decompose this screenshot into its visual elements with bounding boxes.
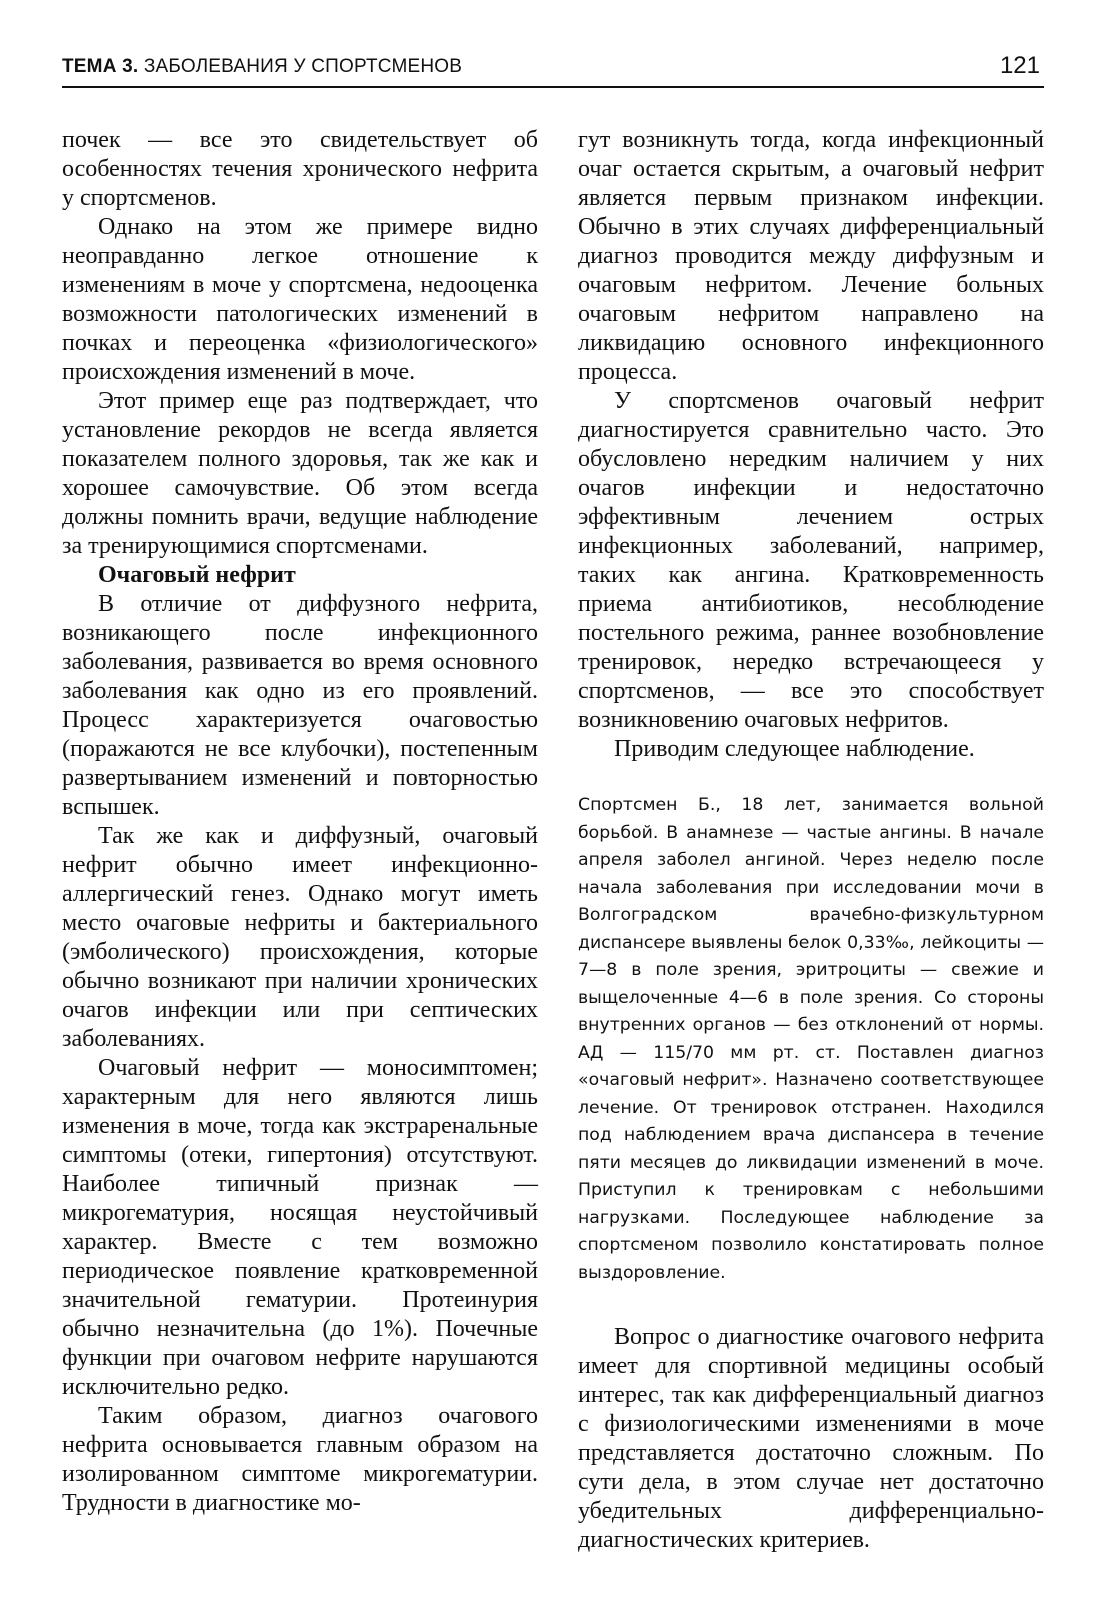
right-column [578, 126, 1044, 1555]
paragraph: У спортсменов очаговый нефрит диагностируется сравнительно часто. Это обусловлено нередким наличием у них очагов инфекции и недостаточно эффективным лечением острых инфекционных заболеваний, например, таких как ангина. Кратковременность приема антибиотиков, несоблюдение постельного режима, раннее возобновление тренировок, нередко встречающееся у спортсменов, — все это способствует возникновению очаговых нефритов. [578, 388, 1044, 733]
paragraph: Очаговый нефрит — моносимптомен; характерным для него являются лишь изменения в моче, тогда как экстраренальные симптомы (отеки, гипертония) отсутствуют. Наиболее типичный признак — микрогематурия, носящая неустойчивый характер. Вместе с тем возможно периодическое появление кратковременной значительной гематурии. Протеинурия обычно незначительна (до 1%). Почечные функции при очаговом нефрите нарушаются исключительно редко. [62, 1055, 538, 1400]
paragraph: Однако на этом же примере видно неоправданно легкое отношение к изменениям в моче у спортсмена, недооценка возможности патологических изменений в почках и переоценка «физиологического» происхождения изменений в моче. [62, 214, 538, 385]
paragraph: Вопрос о диагностике очагового нефрита имеет для спортивной медицины особый интерес, так как дифференциальный диагноз с физиологическими изменениями в моче представляется достаточно сложным. По сути дела, в этом случае нет достаточно убедительных дифференциально-диагностических критериев. [578, 1324, 1044, 1553]
paragraph: В отличие от диффузного нефрита, возникающего после инфекционного заболевания, развивается во время основного заболевания как одно из его проявлений. Процесс характеризуется очаговостью (поражаются не все клубочки), постепенным развертыванием изменений и повторностью вспышек. [62, 591, 538, 820]
paragraph: Так же как и диффузный, очаговый нефрит обычно имеет инфекционно-аллергический генез. Однако могут иметь место очаговые нефриты и бактериального (эмболического) происхождения, которые обычно возникают при наличии хронических очагов инфекции или при септических заболеваниях. [62, 823, 538, 1052]
paragraph: Таким образом, диагноз очагового нефрита основывается главным образом на изолированном симптоме микрогематурии. Трудности в диагностике мо- [62, 1403, 538, 1516]
page-number: 121 [999, 52, 1040, 79]
paragraph: почек — все это свидетельствует об особенностях течения хронического нефрита у спортсменов. [62, 127, 538, 211]
paragraph: Приводим следующее наблюдение. [614, 736, 975, 762]
paragraph: гут возникнуть тогда, когда инфекционный очаг остается скрытым, а очаговый нефрит является первым признаком инфекции. Обычно в этих случаях дифференциальный диагноз проводится между диффузным и очаговым нефритом. Лечение больных очаговым нефритом направлено на ликвидацию основного инфекционного процесса. [578, 127, 1044, 385]
left-column [62, 126, 538, 1518]
section-heading: Очаговый нефрит [98, 562, 296, 588]
chapter-number: ТЕМА 3. [62, 56, 139, 77]
paragraph: Этот пример еще раз подтверждает, что установление рекордов не всегда является показателем полного здоровья, так же как и хорошее самочувствие. Об этом всегда должны помнить врачи, ведущие наблюдение за тренирующимися спортсменами. [62, 388, 538, 559]
running-header [62, 52, 1044, 88]
case-report: Спортсмен Б., 18 лет, занимается вольной борьбой. В анамнезе — частые ангины. В начале апреля заболел ангиной. Через неделю после начала заболевания при исследовании мочи в Волгоградском врачебно-физкультурном диспансере выявлены белок 0,33‰, лейкоциты — 7—8 в поле зрения, эритроциты — свежие и выщелоченные 4—6 в поле зрения. Со стороны внутренних органов — без отклонений от нормы. АД — 115/70 мм рт. ст. Поставлен диагноз «очаговый нефрит». Назначено соответствующее лечение. От тренировок отстранен. Находился под наблюдением врача диспансера в течение пяти месяцев до ликвидации изменений в моче. Приступил к тренировкам с небольшими нагрузками. Последующее наблюдение за спортсменом позволило констатировать полное выздоровление. [578, 795, 1044, 1283]
chapter-name: ЗАБОЛЕВАНИЯ У СПОРТСМЕНОВ [138, 56, 463, 77]
chapter-title [62, 56, 462, 78]
